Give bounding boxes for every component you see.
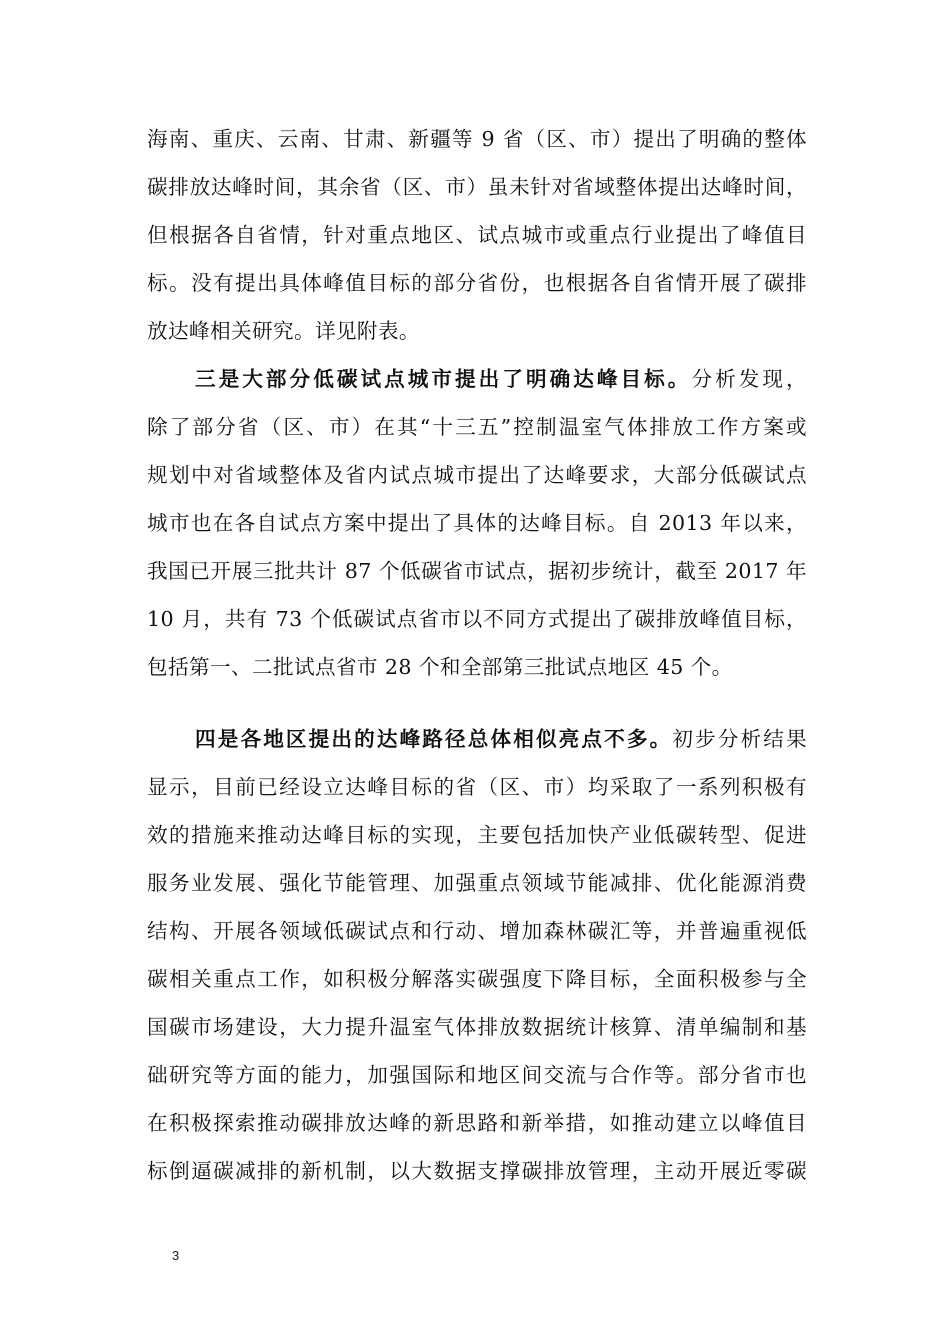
body-text-line: 国碳市场建设，大力提升温室气体排放数据统计核算、清单编制和基: [147, 1015, 807, 1039]
body-text-line: 除了部分省（区、市）在其“十三五”控制温室气体排放工作方案或: [147, 415, 807, 439]
body-text-line: 标倒逼碳减排的新机制，以大数据支撑碳排放管理，主动开展近零碳: [147, 1159, 807, 1183]
paragraph-first-line: [195, 364, 807, 394]
body-text-line: 海南、重庆、云南、甘肃、新疆等 9 省（区、市）提出了明确的整体: [147, 127, 807, 151]
body-text-line: 碳排放达峰时间，其余省（区、市）虽未针对省域整体提出达峰时间，: [147, 175, 807, 199]
body-text-line: 我国已开展三批共计 87 个低碳省市试点，据初步统计，截至 2017 年: [147, 559, 807, 583]
body-text: 分析发现，: [691, 367, 807, 391]
body-text-line: 城市也在各自试点方案中提出了具体的达峰目标。自 2013 年以来，: [147, 511, 807, 535]
paragraph-heading: 三是大部分低碳试点城市提出了明确达峰目标。: [195, 367, 692, 391]
body-text-line: 放达峰相关研究。详见附表。: [147, 319, 420, 343]
body-text-line: 显示，目前已经设立达峰目标的省（区、市）均采取了一系列积极有: [147, 775, 807, 799]
body-text-line: 10 月，共有 73 个低碳试点省市以不同方式提出了碳排放峰值目标，: [147, 607, 807, 631]
body-text-line: 规划中对省域整体及省内试点城市提出了达峰要求，大部分低碳试点: [147, 463, 807, 487]
page-number: 3: [172, 1248, 180, 1263]
body-text-line: 服务业发展、强化节能管理、加强重点领域节能减排、优化能源消费: [147, 871, 807, 895]
body-text-line: 础研究等方面的能力，加强国际和地区间交流与合作等。部分省市也: [147, 1063, 807, 1087]
body-text-line: 结构、开展各领域低碳试点和行动、增加森林碳汇等，并普遍重视低: [147, 919, 807, 943]
body-text-line: 碳相关重点工作，如积极分解落实碳强度下降目标，全面积极参与全: [147, 967, 807, 991]
body-text-line: 在积极探索推动碳排放达峰的新思路和新举措，如推动建立以峰值目: [147, 1111, 807, 1135]
paragraph-heading: 四是各地区提出的达峰路径总体相似亮点不多。: [195, 727, 673, 751]
body-text-line: 标。没有提出具体峰值目标的部分省份，也根据各自省情开展了碳排: [147, 271, 807, 295]
body-text-line: 效的措施来推动达峰目标的实现，主要包括加快产业低碳转型、促进: [147, 823, 807, 847]
body-text-line: 但根据各自省情，针对重点地区、试点城市或重点行业提出了峰值目: [147, 223, 807, 247]
body-text: 初步分析结果: [672, 727, 807, 751]
paragraph-first-line: [195, 724, 807, 754]
body-text-line: 包括第一、二批试点省市 28 个和全部第三批试点地区 45 个。: [147, 655, 733, 679]
